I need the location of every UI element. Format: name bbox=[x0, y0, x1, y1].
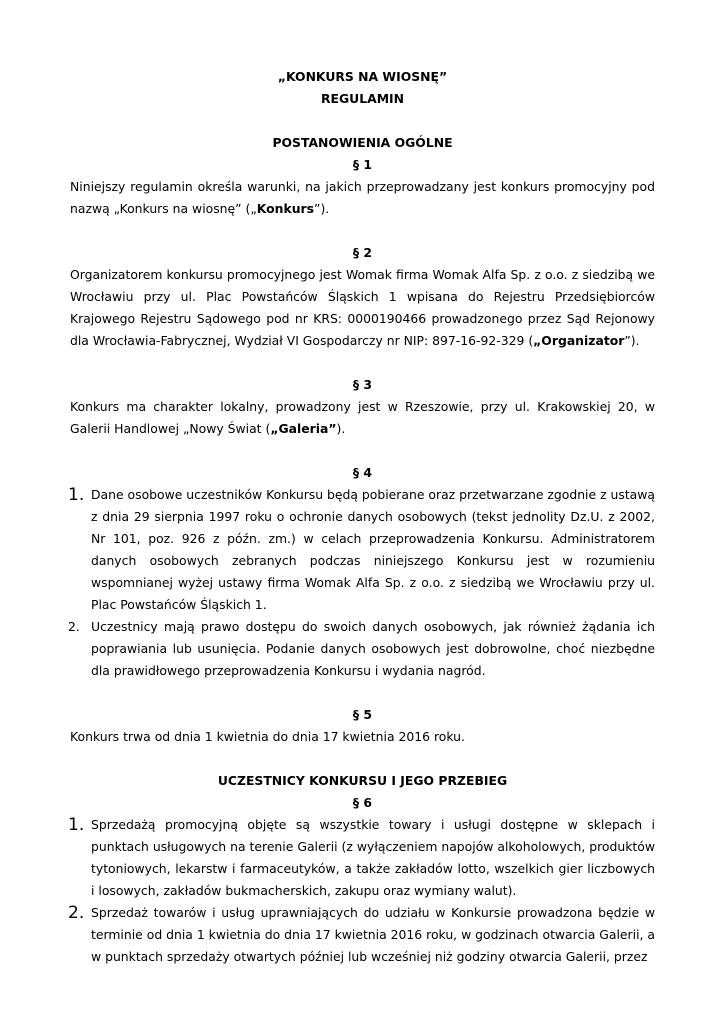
list-item-text: Sprzedażą promocyjną objęte są wszystkie towary i usługi dostępne w sklepach i punktach usługowych na terenie Galerii (z wyłączeniem napojów alkoholowych, produktów tytoniowych, lekarstw i farmaceutyków, a także zakładów lotto, wszelkich gier liczbowych i losowych, zakładów bukmacherskich, zakupu oraz wymiany walut). bbox=[91, 817, 655, 898]
paragraph-6-list bbox=[70, 814, 655, 968]
paragraph-mark-4: § 4 bbox=[352, 465, 373, 480]
paragraph-2-text: Organizatorem konkursu promocyjnego jest Womak firma Womak Alfa Sp. z o.o. z siedzibą we Wrocławiu przy ul. Plac Powstańców Śląskich 1 wpisana do Rejestru Przedsiębiorców Krajowego Rejestru Sądowego pod nr KRS: 0000190466 prowadzonego przez Sąd Rejonowy dla Wrocławia-Fabrycznej, Wydział VI Gospodarczy nr NIP: 897-16-92-329 ( bbox=[70, 267, 655, 348]
paragraph-4-list bbox=[70, 484, 655, 682]
list-item bbox=[70, 616, 655, 682]
list-item-number: 1. bbox=[68, 815, 85, 835]
paragraph-mark-1: § 1 bbox=[352, 157, 373, 172]
paragraph-2-term: „Organizator bbox=[533, 333, 625, 348]
section-heading-general: POSTANOWIENIA OGÓLNE bbox=[272, 135, 453, 150]
paragraph-3-end: ). bbox=[336, 421, 346, 436]
regulations-document bbox=[70, 66, 655, 968]
list-item-text: Dane osobowe uczestników Konkursu będą pobierane oraz przetwarzane zgodnie z ustawą z dnia 29 sierpnia 1997 roku o ochronie danych osobowych (tekst jednolity Dz.U. z 2002, Nr 101, poz. 926 z późn. zm.) w celach przeprowadzenia Konkursu. Administratorem danych osobowych zebranych podczas niniejszego Konkursu jest w rozumieniu wspomnianej wyżej ustawy firma Womak Alfa Sp. z o.o. z siedzibą we Wrocławiu przy ul. Plac Powstańców Śląskich 1. bbox=[91, 487, 655, 612]
paragraph-mark-2: § 2 bbox=[352, 245, 373, 260]
list-item bbox=[70, 484, 655, 616]
paragraph-1 bbox=[70, 176, 655, 220]
list-item-number: 1. bbox=[68, 485, 85, 505]
paragraph-2-end: ”). bbox=[624, 333, 640, 348]
document-title: „KONKURS NA WIOSNĘ” bbox=[277, 69, 448, 84]
paragraph-1-text: Niniejszy regulamin określa warunki, na jakich przeprowadzany jest konkurs promocyjny pod nazwą „Konkurs na wiosnę” („ bbox=[70, 179, 655, 216]
paragraph-3-term: „Galeria” bbox=[270, 421, 337, 436]
paragraph-5: Konkurs trwa od dnia 1 kwietnia do dnia 17 kwietnia 2016 roku. bbox=[70, 729, 465, 744]
paragraph-mark-3: § 3 bbox=[352, 377, 373, 392]
list-item bbox=[70, 814, 655, 902]
document-subtitle: REGULAMIN bbox=[320, 91, 405, 106]
paragraph-mark-6: § 6 bbox=[352, 795, 373, 810]
paragraph-1-term: Konkurs bbox=[256, 201, 315, 216]
list-item-text: Uczestnicy mają prawo dostępu do swoich danych osobowych, jak również żądania ich poprawiania lub usunięcia. Podanie danych osobowych jest dobrowolne, choć niezbędne dla prawidłowego przeprowadzenia Konkursu i wydania nagród. bbox=[91, 619, 655, 678]
list-item-number: 2. bbox=[68, 903, 85, 923]
paragraph-1-end: ”). bbox=[314, 201, 330, 216]
list-item-text: Sprzedaż towarów i usług uprawniających do udziału w Konkursie prowadzona będzie w terminie od dnia 1 kwietnia do dnia 17 kwietnia 2016 roku, w godzinach otwarcia Galerii, a w punktach sprzedaży otwartych później lub wcześniej niż godziny otwarcia Galerii, przez bbox=[91, 905, 655, 964]
paragraph-3 bbox=[70, 396, 655, 440]
list-item-number: 2. bbox=[68, 619, 80, 634]
list-item bbox=[70, 902, 655, 968]
section-heading-participants: UCZESTNICY KONKURSU I JEGO PRZEBIEG bbox=[217, 773, 508, 788]
paragraph-3-text: Konkurs ma charakter lokalny, prowadzony jest w Rzeszowie, przy ul. Krakowskiej 20, w Galerii Handlowej „Nowy Świat ( bbox=[70, 399, 655, 436]
paragraph-mark-5: § 5 bbox=[352, 707, 373, 722]
paragraph-2 bbox=[70, 264, 655, 352]
